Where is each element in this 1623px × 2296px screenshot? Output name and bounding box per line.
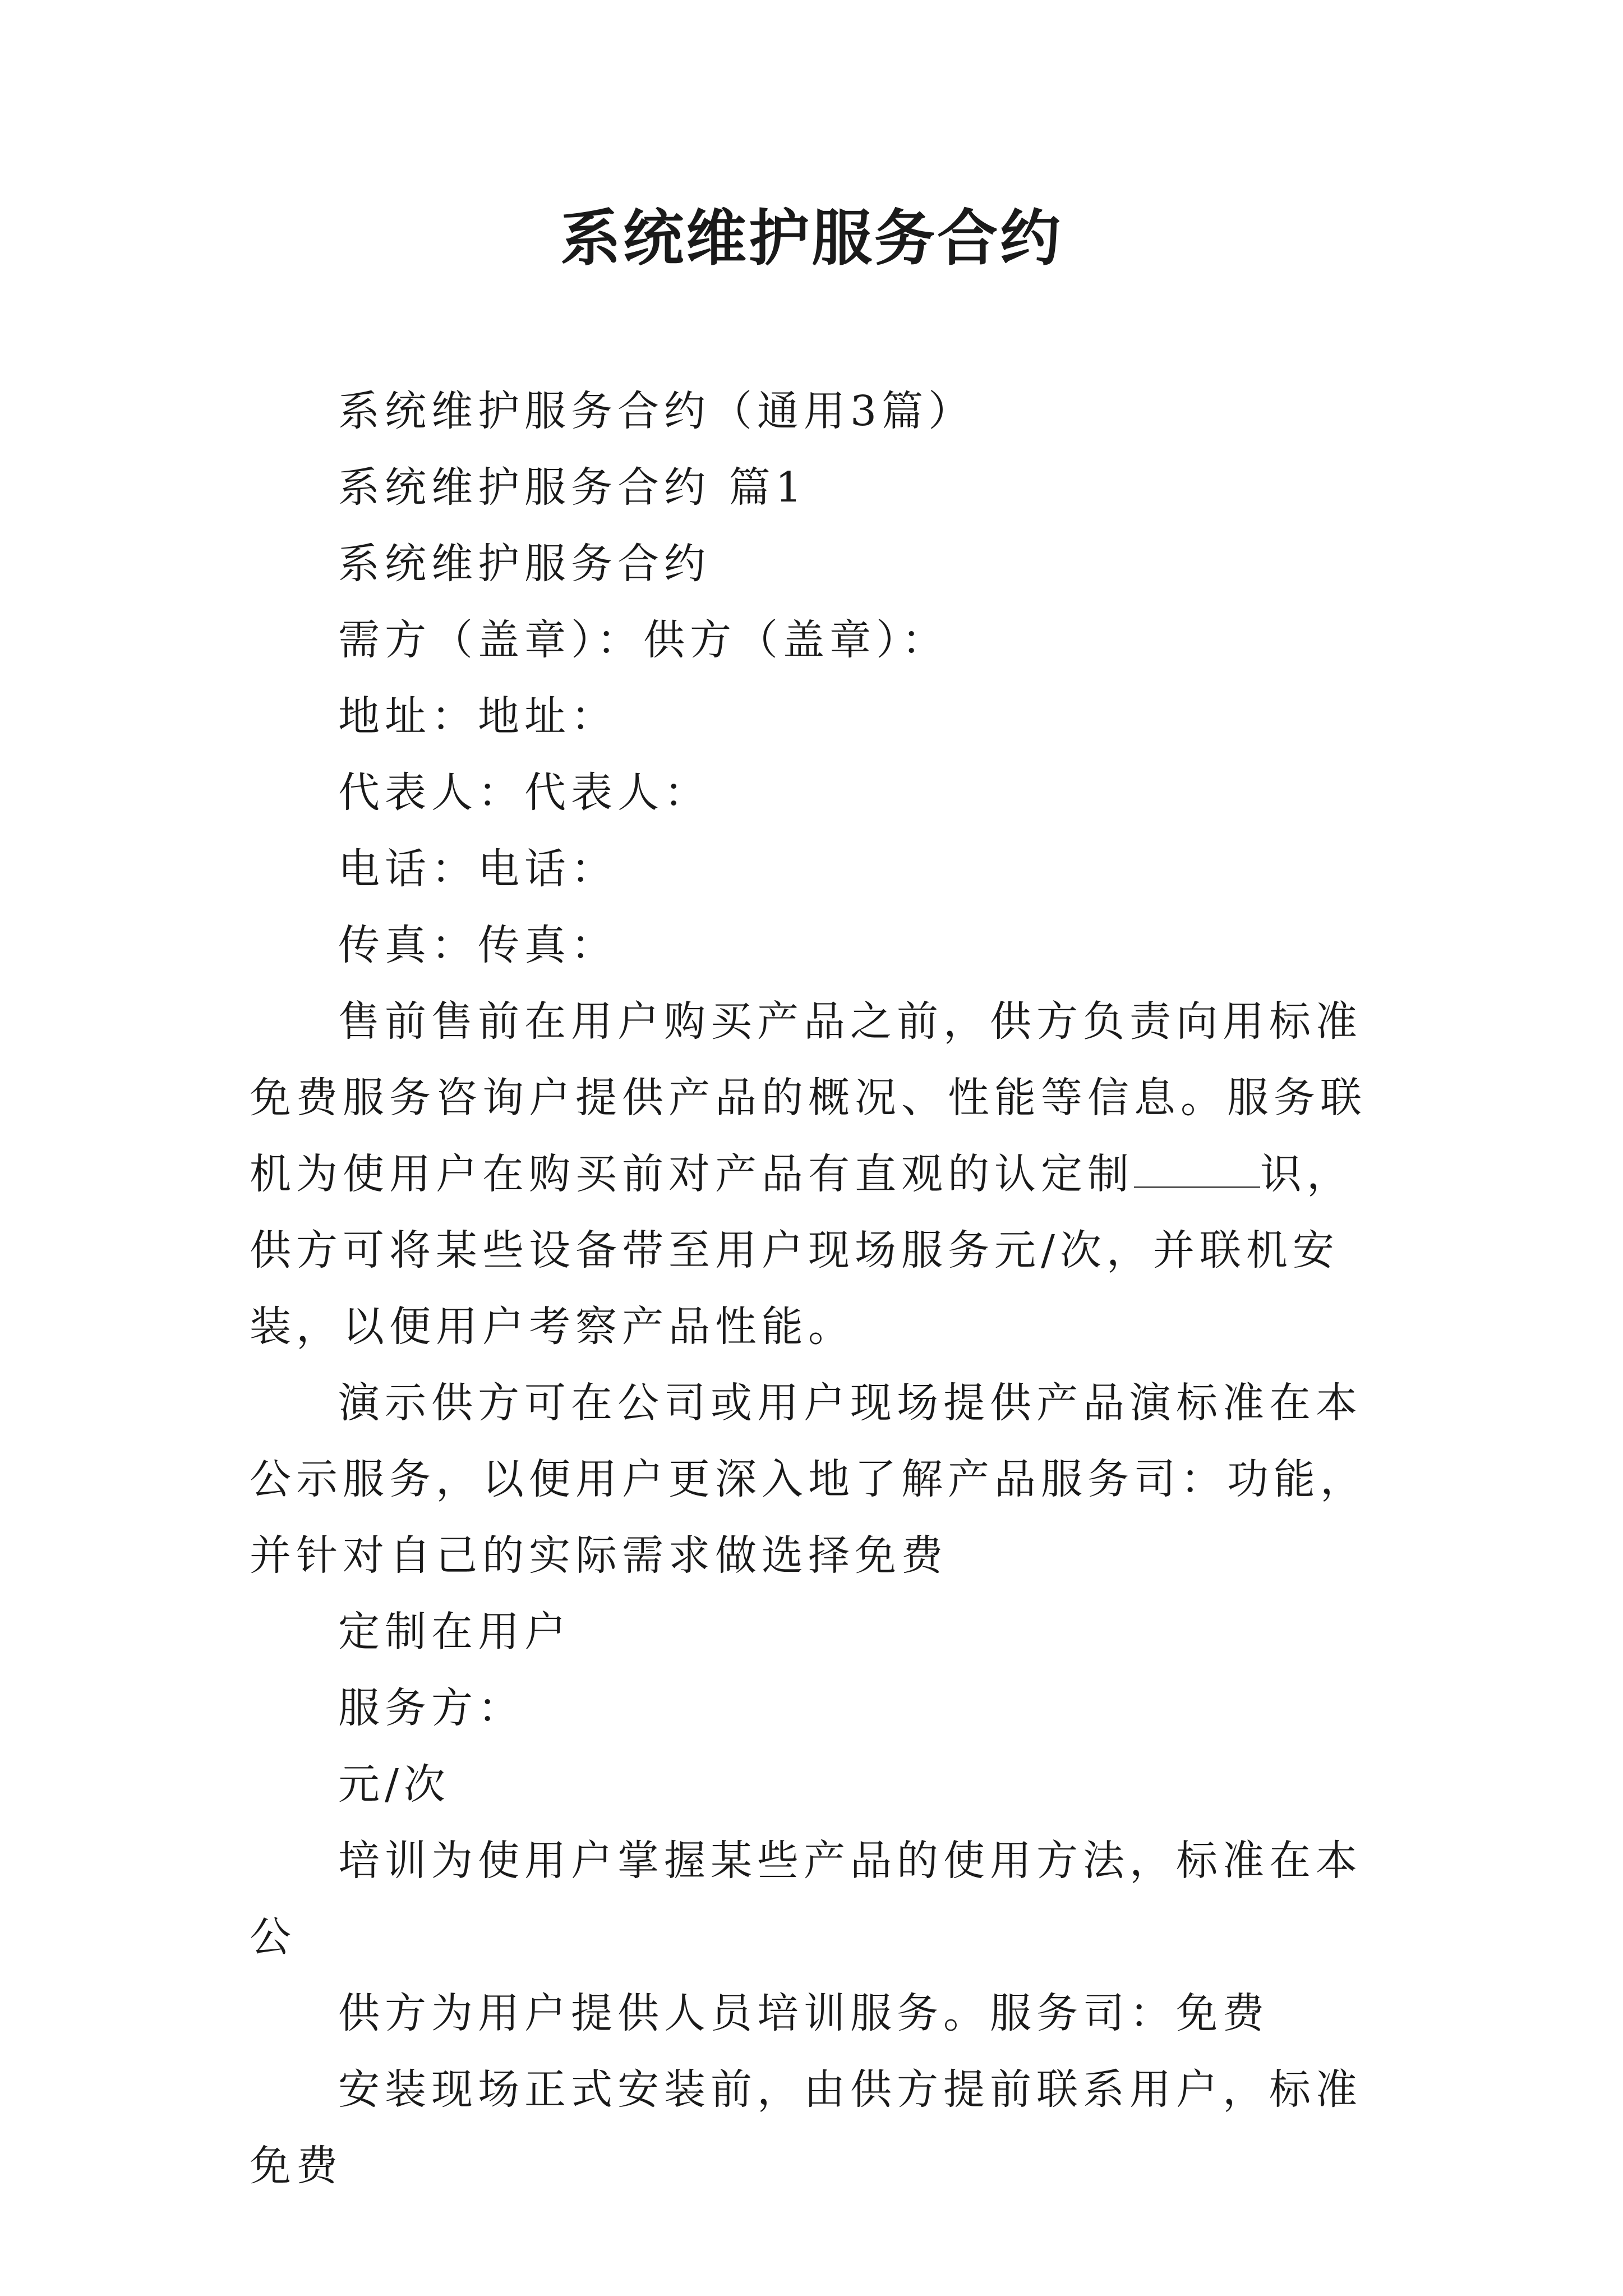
line-contract-name: 系统维护服务合约 [338,540,711,588]
line-part-heading: 系统维护服务合约 篇1 [338,463,807,512]
line-subtitle: 系统维护服务合约（通用3篇） [338,387,975,435]
line-price-unit: 元/次 [338,1760,450,1809]
paragraph-presale-part-a: 售前售前在用户购买产品之前，供方负责向用标准免费服务咨询户提供产品的概况、性能等信息。服务联机为使用户在购买前对产品有直观的认定制 [250,997,1367,1198]
line-phone: 电话：电话： [338,845,617,893]
line-service-party: 服务方： [338,1684,524,1732]
paragraph-demo: 演示供方可在公司或用户现场提供产品演标准在本公示服务，以便用户更深入地了解产品服务司：功能，并针对自己的实际需求做选择免费 [250,1379,1367,1580]
line-training-service: 供方为用户提供人员培训服务。服务司：免费 [338,1989,1269,2037]
line-address: 地址：地址： [338,692,617,740]
line-parties-seal: 需方（盖章）：供方（盖章）： [338,616,948,664]
document-title: 系统维护服务合约 [560,203,1063,274]
paragraph-presale-part-b: 识，供方可将某些设备带至用户现场服务元/次，并联机安装，以便用户考察产品性能。 [250,1150,1353,1351]
line-customize: 定制在用户 [338,1608,571,1656]
line-installation: 安装现场正式安装前，由供方提前联系用户，标准免费 [250,2065,1362,2190]
document-body [250,373,1382,2204]
line-training: 培训为使用户掌握某些产品的使用方法，标准在本公 [250,1837,1362,1961]
paragraph-presale [250,983,1382,1365]
line-representative: 代表人：代表人： [338,769,711,817]
fill-in-blank [1134,1152,1260,1188]
line-fax: 传真：传真： [338,921,617,969]
